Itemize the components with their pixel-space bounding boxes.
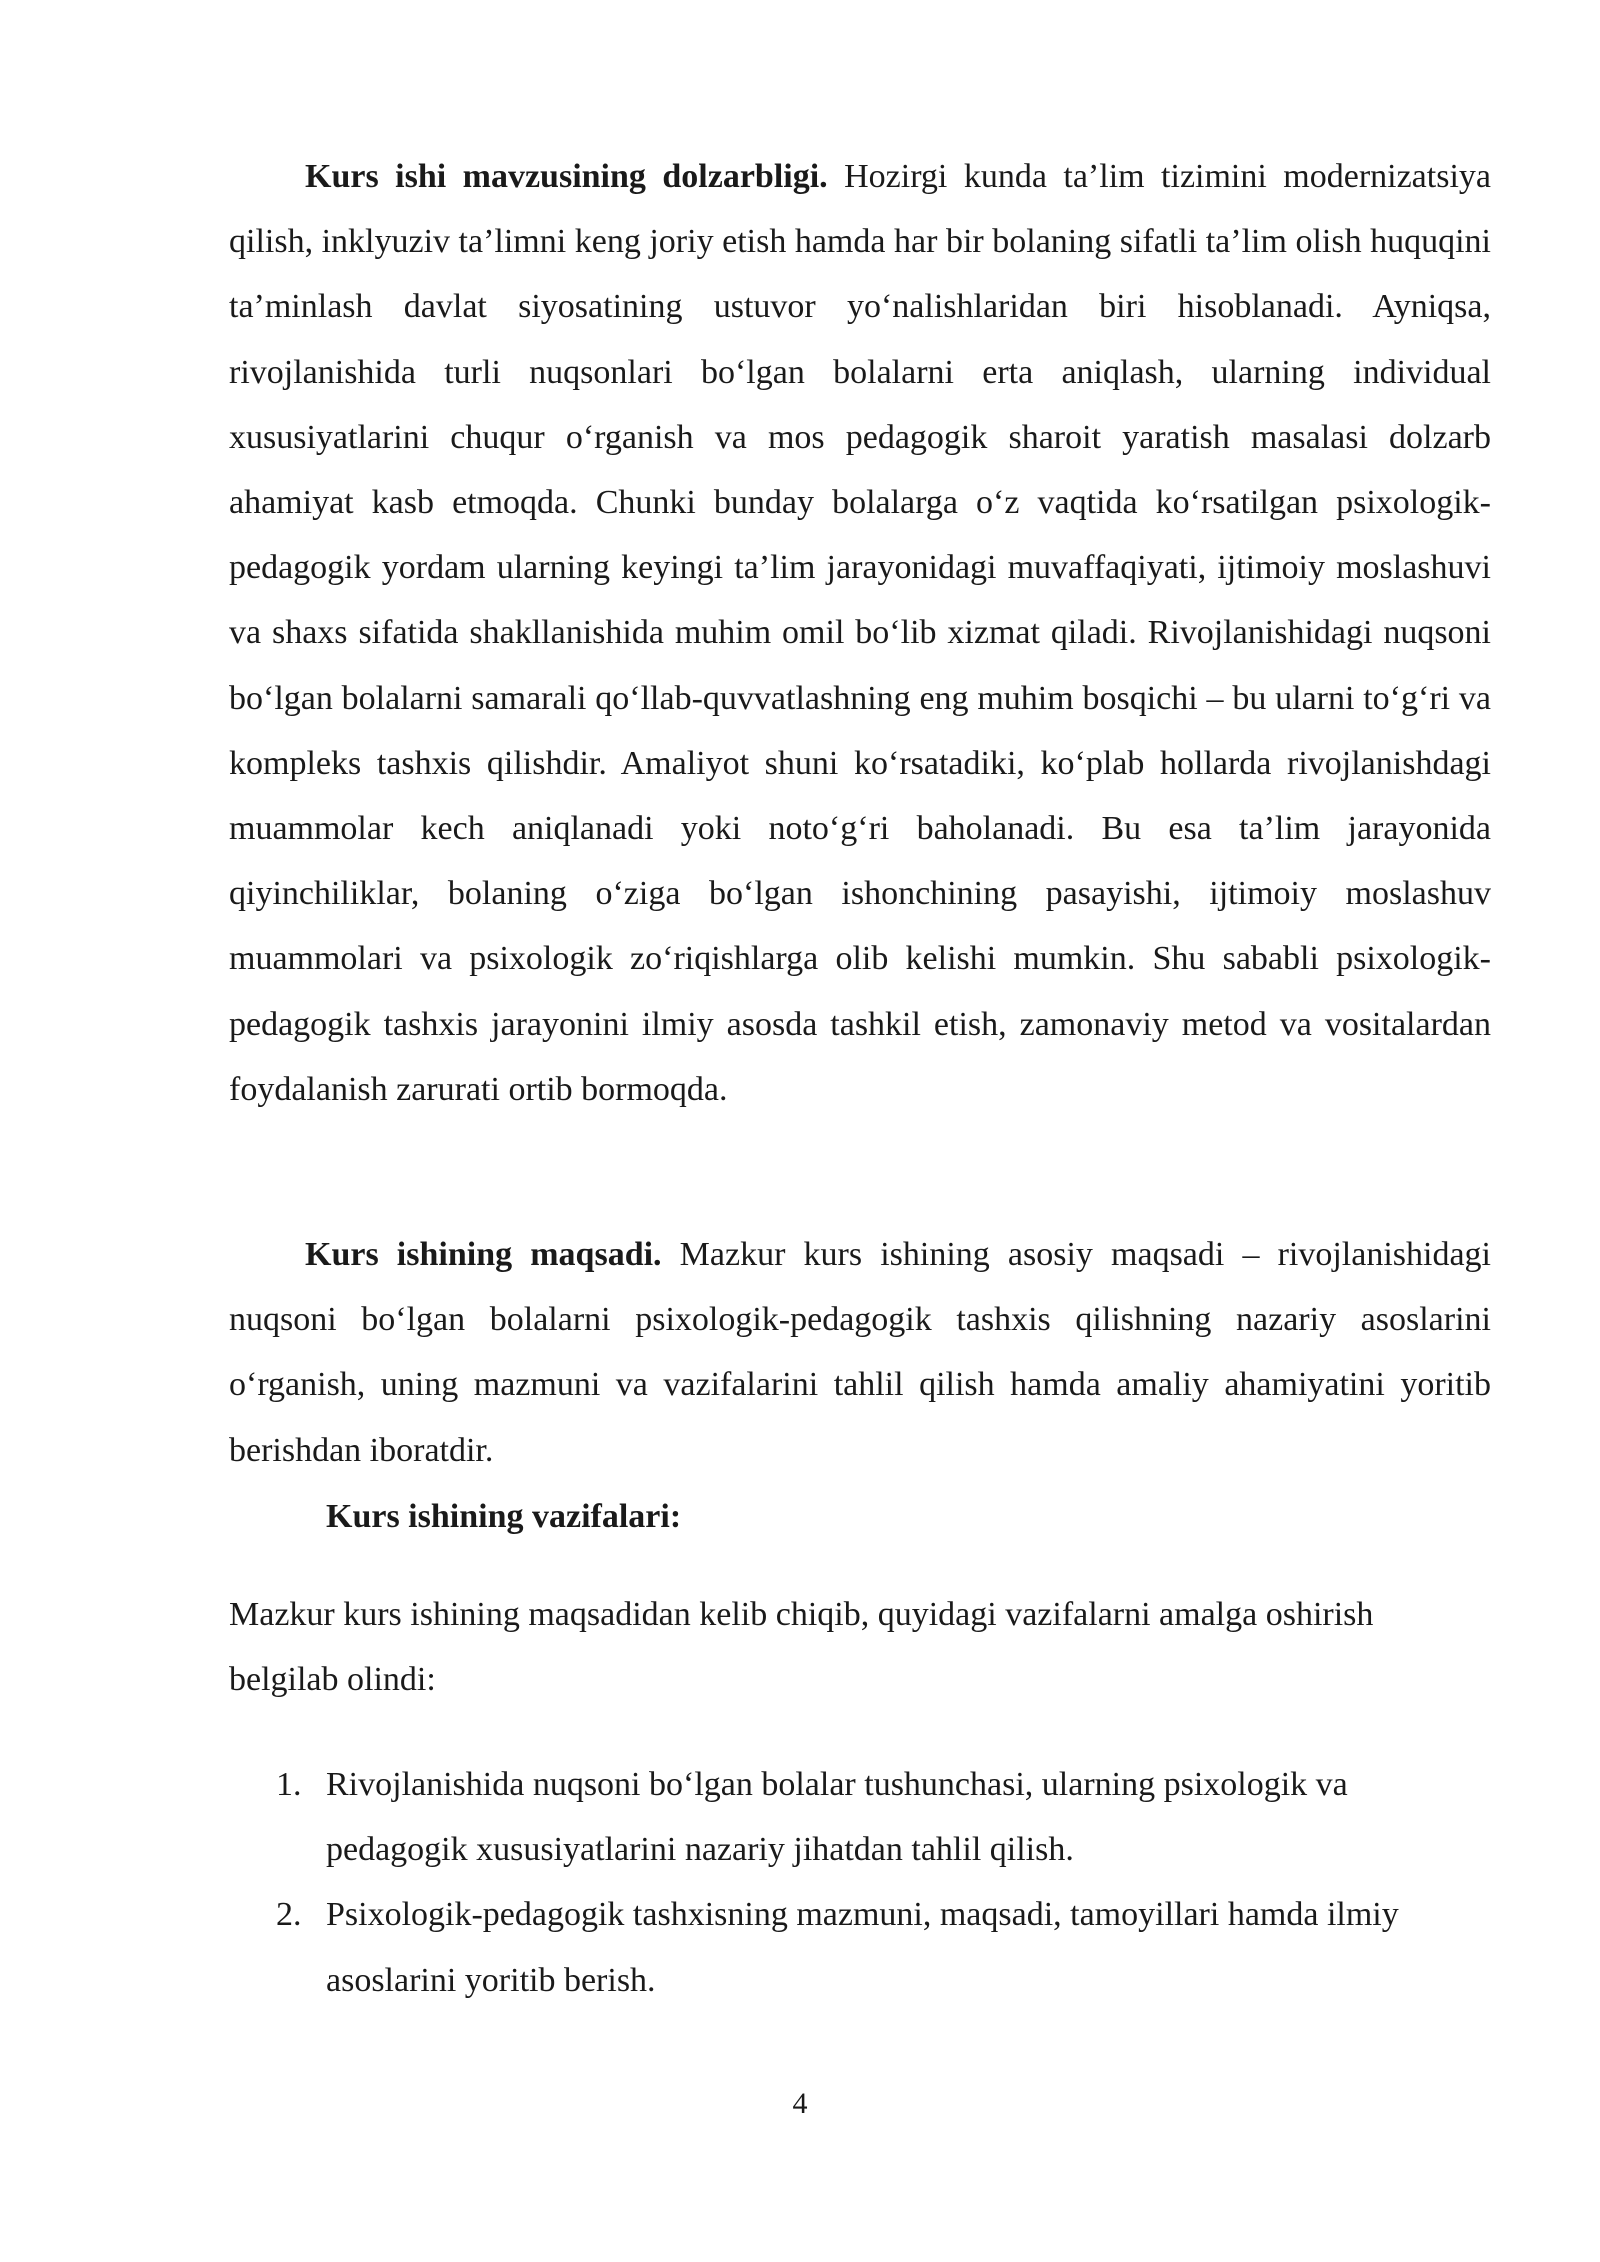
goal-paragraph — [229, 1222, 1491, 1483]
tasks-intro: Mazkur kurs ishining maqsadidan kelib chiqib, quyidagi vazifalarni amalga oshirish belgilab olindi: — [229, 1596, 1374, 1699]
list-item — [229, 1752, 1491, 1882]
goal-heading: Kurs ishining maqsadi. — [305, 1236, 662, 1273]
tasks-heading: Kurs ishining vazifalari: — [326, 1498, 682, 1535]
relevance-paragraph — [229, 144, 1491, 1122]
relevance-text: Hozirgi kunda ta’lim tizimini modernizatsiya qilish, inklyuziv ta’limni keng joriy etish hamda har bir bolaning sifatli ta’lim olish huquqini ta’minlash davlat siyosatining ustuvor yo‘nalishlaridan biri hisoblanadi. Ayniqsa, rivojlanishida turli nuqsonlari bo‘lgan bolalarni erta aniqlash, ularning individual xususiyatlarini chuqur o‘rganish va mos pedagogik sharoit yaratish masalasi dolzarb ahamiyat kasb etmoqda. Chunki bunday bolalarga o‘z vaqtida ko‘rsatilgan psixologik-pedagogik yordam ularning keyingi ta’lim jarayonidagi muvaffaqiyati, ijtimoiy moslashuvi va shaxs sifatida shakllanishida muhim omil bo‘lib xizmat qiladi. Rivojlanishidagi nuqsoni bo‘lgan bolalarni samarali qo‘llab-quvvatlashning eng muhim bosqichi – bu ularni to‘g‘ri va kompleks tashxis qilishdir. Amaliyot shuni ko‘rsatadiki, ko‘plab hollarda rivojlanishdagi muammolar kech aniqlanadi yoki noto‘g‘ri baholanadi. Bu esa ta’lim jarayonida qiyinchiliklar, bolaning o‘ziga bo‘lgan ishonchining pasayishi, ijtimoiy moslashuv muammolari va psixologik zo‘riqishlarga olib kelishi mumkin. Shu sababli psixologik-pedagogik tashxis jarayonini ilmiy asosda tashkil etish, zamonaviy metod va vositalardan foydalanish zarurati ortib bormoqda. — [229, 158, 1491, 1108]
page-number: 4 — [792, 2087, 808, 2120]
goal-text: Mazkur kurs ishining asosiy maqsadi – rivojlanishidagi nuqsoni bo‘lgan bolalarni psixologik-pedagogik tashxis qilishning nazariy asoslarini o‘rganish, uning mazmuni va vazifalarini tahlil qilish hamda amaliy ahamiyatini yoritib berishdan iboratdir. — [229, 1236, 1491, 1469]
relevance-heading: Kurs ishi mavzusining dolzarbligi. — [305, 158, 828, 195]
list-item-text: Rivojlanishida nuqsoni bo‘lgan bolalar tushunchasi, ularning psixologik va pedagogik xususiyatlarini nazariy jihatdan tahlil qilish. — [326, 1766, 1348, 1869]
list-item-number: 1. — [276, 1766, 302, 1803]
list-item-text: Psixologik-pedagogik tashxisning mazmuni, maqsadi, tamoyillari hamda ilmiy asoslarini yoritib berish. — [326, 1896, 1399, 1999]
list-item — [229, 1882, 1491, 2012]
tasks-list — [229, 1752, 1491, 2013]
list-item-number: 2. — [276, 1896, 302, 1934]
